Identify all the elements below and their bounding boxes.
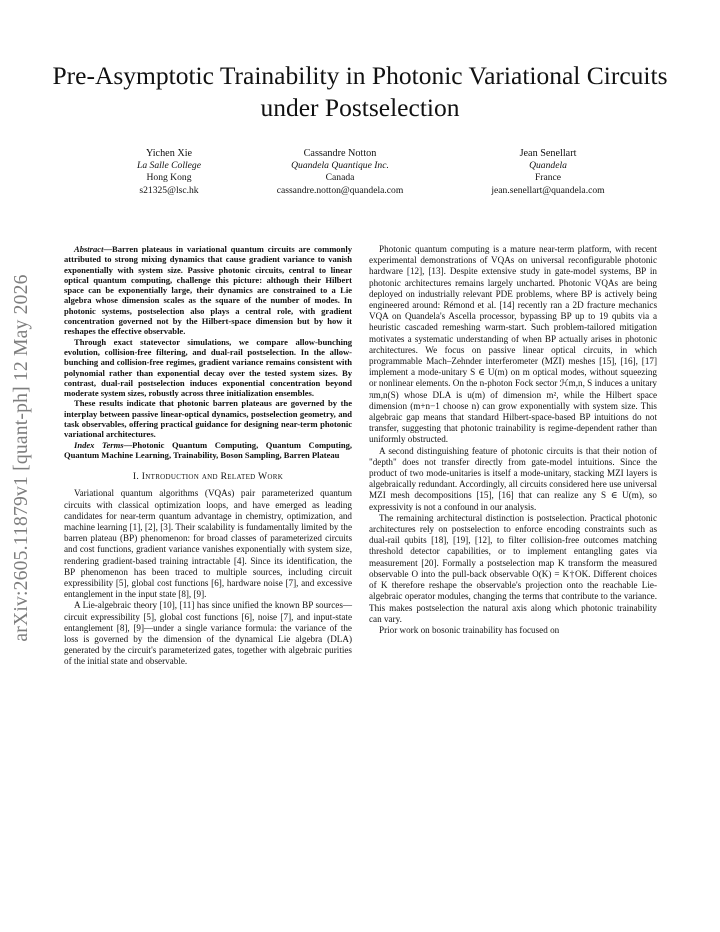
author-email: s21325@lsc.hk: [139, 184, 199, 196]
author-affiliation: La Salle College: [137, 160, 201, 172]
section-body-continued: [369, 244, 657, 636]
abstract-paragraph-2: Through exact statevector simulations, we compare allow-bunching evolution, collision-free filtering, and dual-rail postselection. In the allow-bunching and collision-free regimes, gradient variance remains consistent with polynomial rather than exponential decay over the tested system sizes. By contrast, dual-rail postselection induces exponential concentration beyond moderate system sizes, robustly across three initialization ensembles.: [64, 336, 352, 399]
body-paragraph: A Lie-algebraic theory [10], [11] has since unified the known BP sources—circuit expressibility [5], global cost functions [6], noise [7], and input-state entanglement [8], [9]—under a single variance formula: the variance of the loss is governed by the dimension of the dynamical Lie algebra (DLA) generated by the circuit's parameterized gates, together with algebraic purities of the initial state and observable.: [64, 600, 352, 667]
body-paragraph: Photonic quantum computing is a mature near-term platform, with recent experimental demonstrations of VQAs on universal reconfigurable photonic hardware [12], [13]. Despite extensive study in gate-model systems, BP in photonic architectures remains largely uncharted. Photonic VQAs are being deployed on industrially relevant PDE problems, where BP is actively being engineered around: Rémond et al. [14] recently ran a 2D fracture mechanics VQA on Quandela's Ascella processor, bypassing BP up to 19 qubits via a heuristic cascaded remeshing warm-start. Such problem-tailored mitigation motivates a systematic understanding of when BP actually arises in photonic architectures. We focus on passive linear optical circuits, in which programmable Mach–Zehnder interferometer (MZI) meshes [15], [16], [17] implement a mode-unitary S ∈ U(m) on m optical modes, without squeezing or nonlinear elements. On the n-photon Fock sector ℋm,n, S induces a unitary πm,n(S) whose DLA is u(m) of dimension m², while the Hilbert space dimension (m+n−1 choose n) can grow exponentially with system size. This algebraic gap means that standard Hilbert-space-based BP intuitions do not transfer, suggesting that photonic trainability is regime-dependent rather than uniformly obstructed.: [369, 244, 657, 445]
body-paragraph: Prior work on bosonic trainability has focused on: [379, 624, 560, 635]
author-location: Canada: [325, 172, 355, 184]
body-paragraph: Variational quantum algorithms (VQAs) pair parameterized quantum circuits with classical optimization loops, and have emerged as leading candidates for near-term quantum advantage in chemistry, optimization, and machine learning [1], [2], [3]. Their scalability is fundamentally limited by the barren plateau (BP) phenomenon: for broad classes of parameterized circuits and cost functions, gradient variance vanishes exponentially with system size, rendering gradient-based training intractable [4]. Since its identification, the BP phenomenon has been traced to multiple sources, including circuit expressibility [5], global cost functions [6], hardware noise [7], and excessive entanglement in the input state [8], [9].: [64, 488, 352, 600]
abstract-lead: Abstract: [74, 244, 104, 254]
author-email: jean.senellart@quandela.com: [491, 184, 605, 196]
index-terms-lead: Index Terms: [74, 439, 124, 450]
author-name: Cassandre Notton: [303, 148, 377, 159]
section-heading: I. Introduction and Related Work: [132, 471, 284, 483]
index-terms-text: —Photonic Quantum Computing, Quantum Computing, Quantum Machine Learning, Trainability, Boson Sampling, Barren Plateau: [64, 439, 353, 460]
author-email: cassandre.notton@quandela.com: [276, 184, 404, 196]
right-column: [369, 244, 657, 636]
author-location: Hong Kong: [146, 172, 192, 184]
section-body: [64, 488, 352, 667]
author-3: [448, 148, 648, 197]
body-paragraph: A second distinguishing feature of photonic circuits is that their notion of "depth" does not transfer directly from gate-model intuitions. Since the product of two mode-unitaries is itself a mode-unitary, stacking MZI layers is algebraically redundant. Accordingly, all circuits considered here use universal MZI mesh decompositions [15], [16] that can realize any S ∈ U(m), so expressivity is not a confound in our analysis.: [369, 445, 657, 512]
author-1: [94, 148, 244, 197]
author-name: Jean Senellart: [519, 148, 577, 159]
arxiv-identifier: arXiv:2605.11879v1 [quant-ph] 12 May 2026: [11, 274, 32, 642]
author-2: [240, 148, 440, 197]
paper-title: Pre-Asymptotic Trainability in Photonic Variational Circuits under Postselection: [52, 61, 668, 122]
author-affiliation: Quandela: [529, 160, 567, 172]
author-block: [0, 148, 720, 208]
left-column: [64, 244, 352, 668]
abstract: [64, 244, 352, 460]
index-terms: [64, 440, 352, 461]
author-location: France: [534, 172, 562, 184]
author-affiliation: Quandela Quantique Inc.: [291, 160, 389, 172]
abstract-paragraph-3: These results indicate that photonic barren plateaus are governed by the interplay between passive linear-optical dynamics, postselection geometry, and task observables, offering practical guidance for designing near-term photonic variational architectures.: [64, 398, 352, 440]
arxiv-sidebar-stamp: [5, 248, 39, 668]
body-paragraph: The remaining architectural distinction is postselection. Practical photonic architectures rely on postselection to enforce encoding constraints such as dual-rail qubits [18], [19], [12], to filter collision-free outcomes matching threshold detector capabilities, or to implement entangling gates via measurement [20]. Formally a postselection map K transform the measured observable O into the pull-back observable O(K) = K†OK. Different choices of K therefore reshape the observable's projection onto the reachable Lie-algebraic operator modules, changing the terms that contribute to the variance. This makes postselection the natural axis along which photonic trainability can vary.: [369, 512, 657, 624]
abstract-paragraph-1: [64, 244, 352, 337]
abstract-text-1: —Barren plateaus in variational quantum circuits are commonly attributed to strong mixing dynamics that cause gradient variance to vanish exponentially with system size. Passive photonic circuits, central to linear optical quantum computing, challenge this picture: although their Hilbert space can be exponentially large, their dynamics are constrained to a Lie algebra whose dimension scales as the square of the number of modes. In photonic systems, postselection also plays a central role, with gradient concentration governed not by the Hilbert-space dimension but by how it reshapes the effective observable.: [64, 244, 352, 337]
author-name: Yichen Xie: [145, 148, 193, 159]
